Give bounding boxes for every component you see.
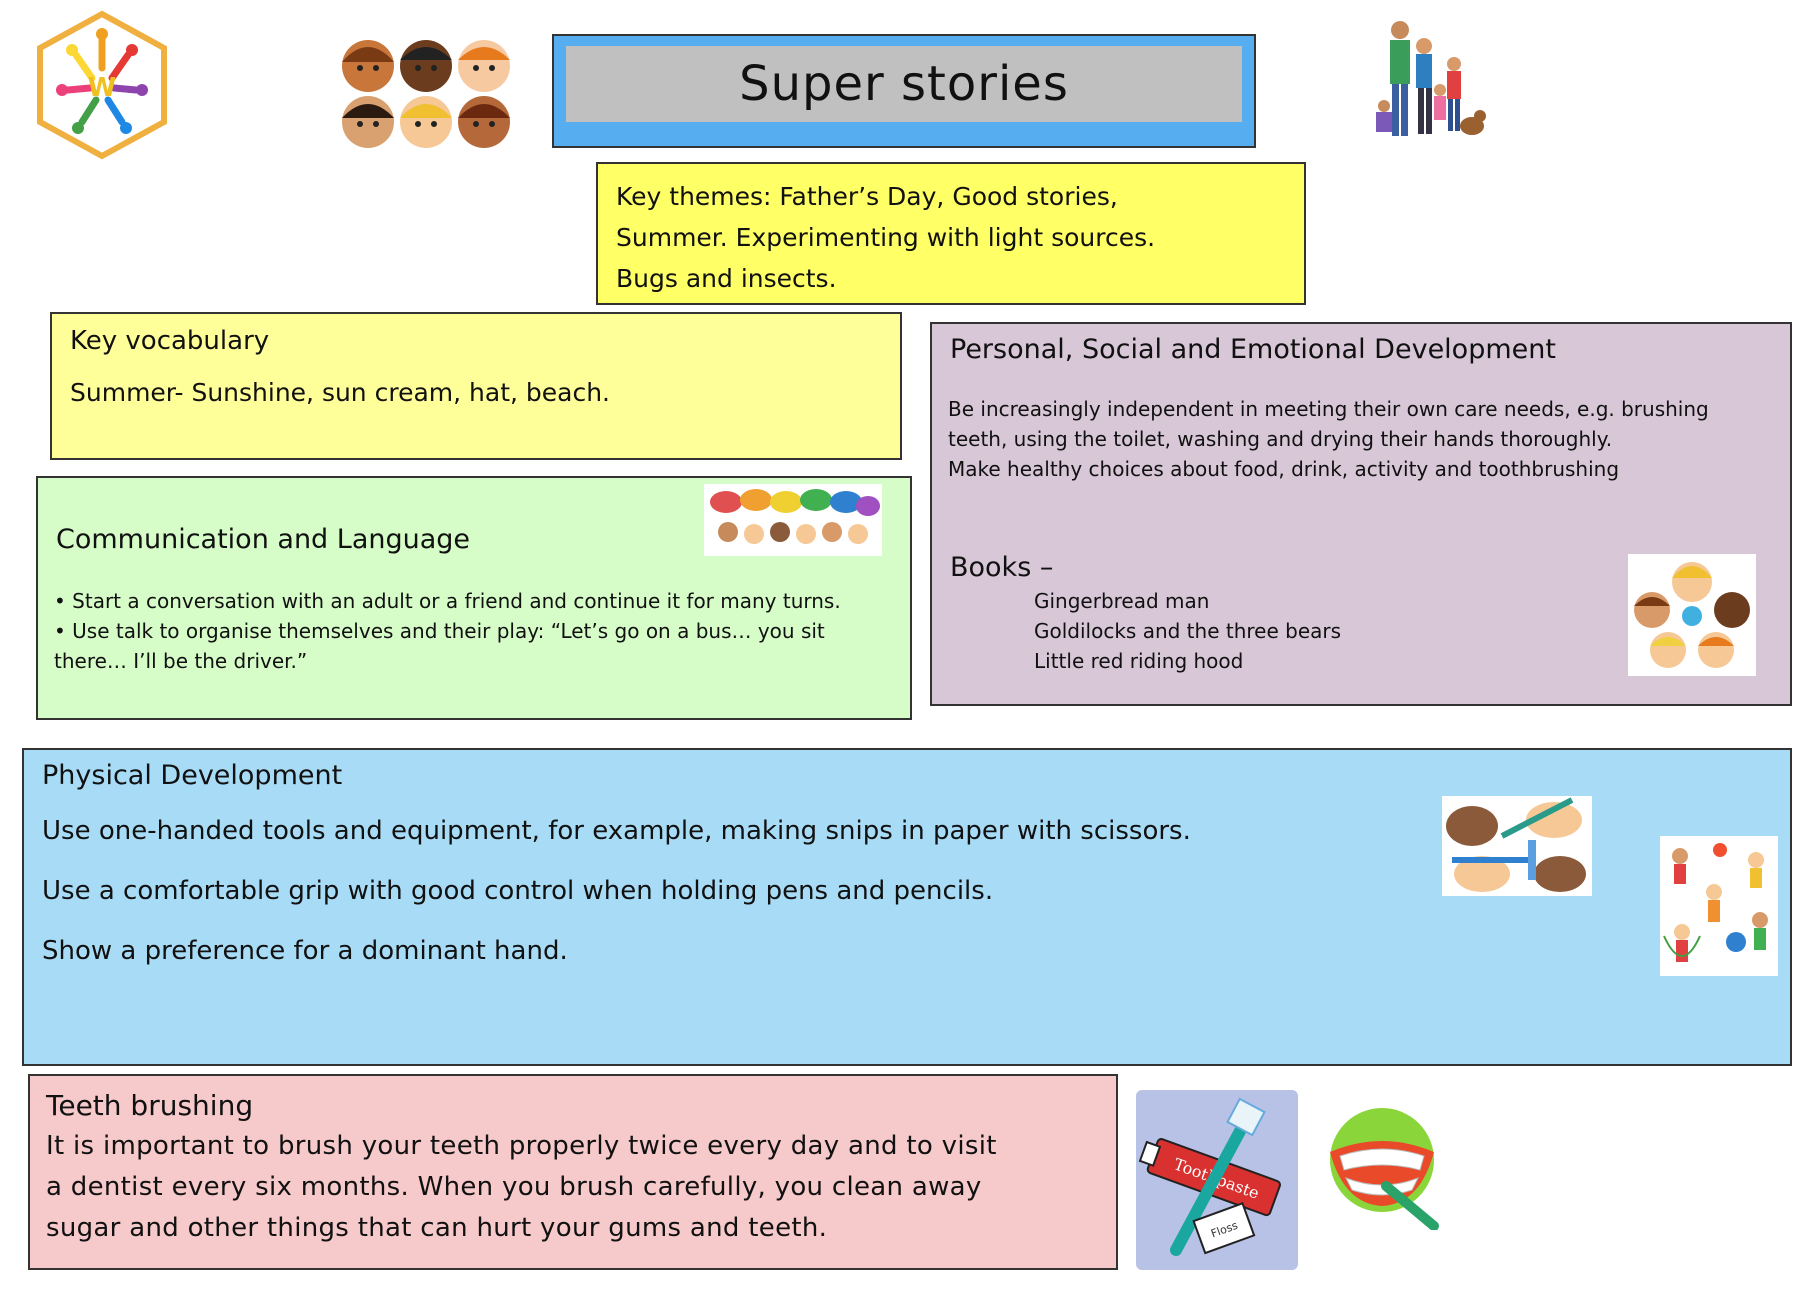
teeth-line: sugar and other things that can hurt your gums and teeth. — [46, 1213, 828, 1243]
physical-line: Use one-handed tools and equipment, for example, making snips in paper with scissors. — [42, 816, 1191, 846]
physical-development-heading: Physical Development — [42, 760, 343, 791]
physical-development-box — [22, 748, 1792, 1066]
psed-box — [930, 322, 1792, 706]
key-themes-line: Summer. Experimenting with light sources. — [616, 223, 1156, 252]
hands-tools-image — [1442, 796, 1592, 896]
key-vocabulary-heading: Key vocabulary — [70, 326, 270, 356]
family-image — [1362, 16, 1492, 150]
communication-language-box — [36, 476, 912, 720]
psed-text: Be increasingly independent in meeting their own care needs, e.g. brushing teeth, using the toilet, washing and drying their hands thoroughly. — [948, 397, 1709, 451]
page-title: Super stories — [566, 46, 1242, 122]
speech-bubbles-children-image — [704, 484, 882, 556]
communication-language-heading: Communication and Language — [56, 524, 471, 555]
toothpaste-image — [1136, 1090, 1298, 1270]
key-vocabulary-text: Summer- Sunshine, sun cream, hat, beach. — [70, 378, 610, 407]
book-item: Little red riding hood — [1034, 649, 1244, 673]
floss-label: Floss — [1209, 1218, 1240, 1241]
teeth-line: It is important to brush your teeth properly twice every day and to visit — [46, 1131, 997, 1161]
psed-text: Make healthy choices about food, drink, activity and toothbrushing — [948, 457, 1620, 481]
communication-bullet: • Use talk to organise themselves and their play: “Let’s go on a bus… you sit there… I’ll be the driver.” — [54, 619, 825, 673]
communication-bullet: • Start a conversation with an adult or a friend and continue it for many turns. — [54, 589, 841, 613]
psed-heading: Personal, Social and Emotional Development — [950, 334, 1556, 365]
key-themes-line: Key themes: Father’s Day, Good stories, — [616, 182, 1118, 211]
key-themes-box — [596, 162, 1306, 305]
teeth-brushing-box — [28, 1074, 1118, 1270]
smile-toothbrush-image — [1316, 1100, 1446, 1230]
key-vocabulary-box — [50, 312, 902, 460]
key-themes-line: Bugs and insects. — [616, 264, 837, 293]
title-banner — [552, 34, 1256, 148]
physical-line: Use a comfortable grip with good control when holding pens and pencils. — [42, 876, 994, 906]
books-list — [1034, 586, 1341, 676]
logo-letter: W — [87, 73, 117, 103]
children-faces-image — [334, 34, 518, 150]
teeth-line: a dentist every six months. When you brush carefully, you clean away — [46, 1172, 982, 1202]
children-circle-image — [1628, 554, 1756, 676]
physical-line: Show a preference for a dominant hand. — [42, 936, 568, 966]
book-item: Gingerbread man — [1034, 589, 1210, 613]
teeth-brushing-heading: Teeth brushing — [46, 1089, 254, 1122]
book-item: Goldilocks and the three bears — [1034, 619, 1342, 643]
school-logo — [32, 10, 172, 160]
books-heading: Books – — [950, 552, 1054, 583]
children-playing-image — [1660, 836, 1778, 976]
